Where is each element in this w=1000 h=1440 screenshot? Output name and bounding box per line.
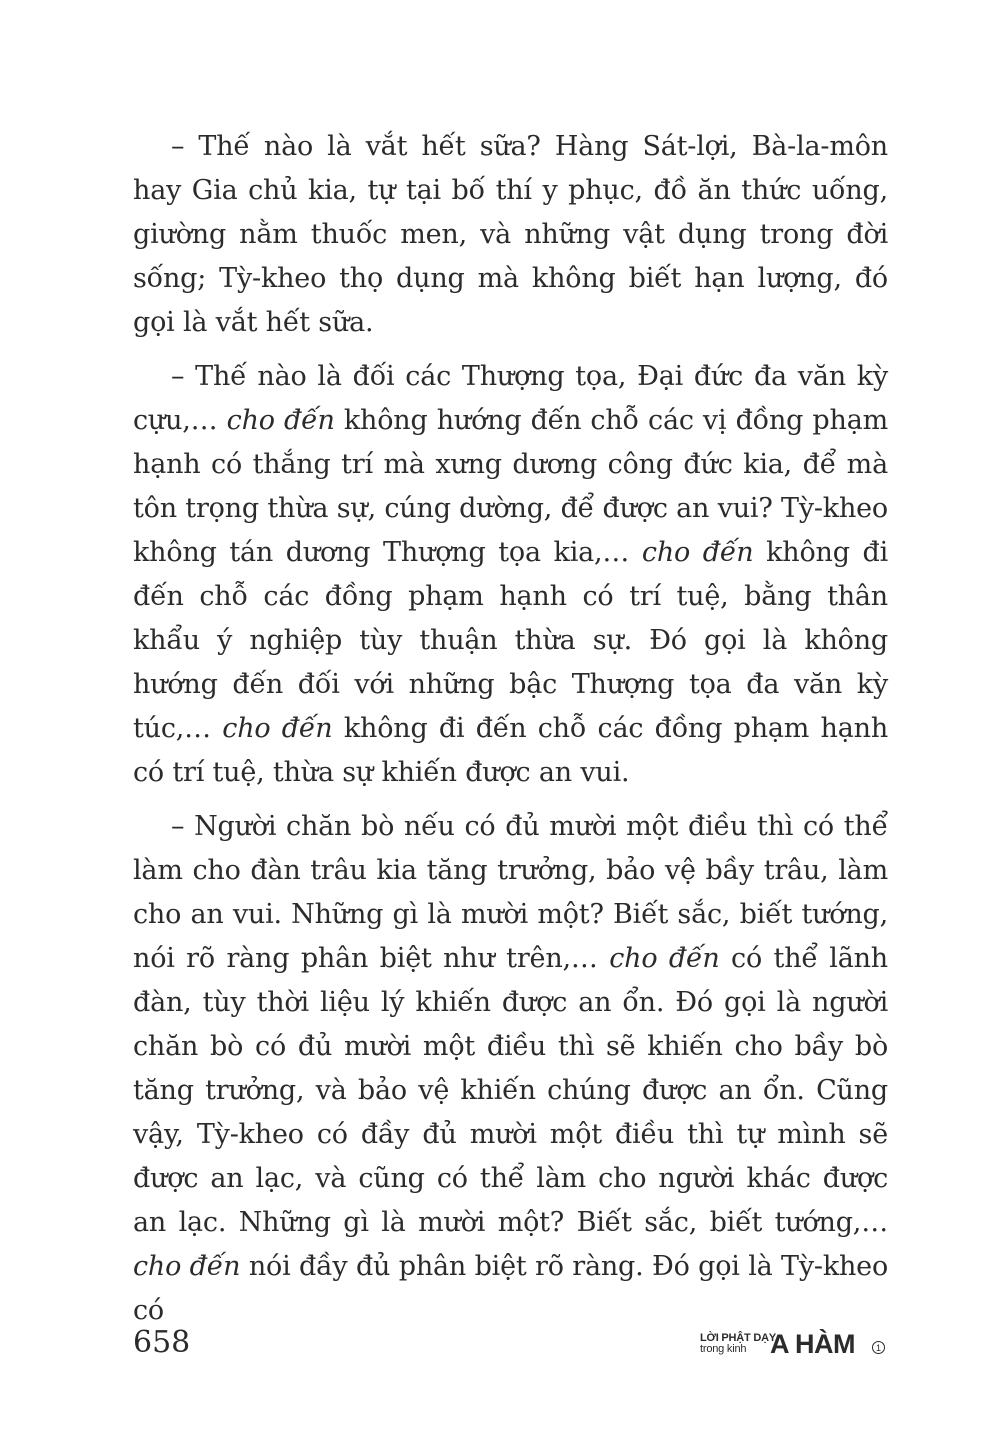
paragraph-3 bbox=[133, 805, 888, 1333]
italic-phrase: cho đến bbox=[609, 943, 720, 974]
text-segment: không hướng đến chỗ các vị đồng phạm hạnh có thắng trí mà xưng dương công đức kia, để mà tôn trọng thừa sự, cúng dường, để được an vui? Tỳ-kheo không tán dương Thượng tọa kia,… bbox=[133, 405, 888, 568]
italic-phrase: cho đến bbox=[226, 405, 335, 436]
paragraph-1 bbox=[133, 125, 888, 345]
text-segment: – Thế nào là đối các Thượng tọa, Đại đức đa văn kỳ cựu,… bbox=[133, 361, 888, 436]
text-segment: nói đầy đủ phân biệt rõ ràng. Đó gọi là Tỳ-kheo có bbox=[133, 1251, 888, 1326]
brand-title: A HÀM bbox=[770, 1329, 855, 1359]
paragraph-2 bbox=[133, 355, 888, 795]
brand-line-2: trong kinh bbox=[700, 1343, 747, 1355]
text-segment: – Thế nào là vắt hết sữa? Hàng Sát-lợi, Bà-la-môn hay Gia chủ kia, tự tại bố thí y phục, đồ ăn thức uống, giường nằm thuốc men, và những vật dụng trong đời sống; Tỳ-kheo thọ dụng mà không biết hạn lượng, đó gọi là vắt hết sữa. bbox=[133, 131, 888, 338]
text-segment: không đi đến chỗ các đồng phạm hạnh có trí tuệ, thừa sự khiến được an vui. bbox=[133, 713, 889, 788]
italic-phrase: cho đến bbox=[641, 537, 754, 568]
brand-line-1: LỜI PHẬT DẠY bbox=[700, 1332, 777, 1344]
page-number: 658 bbox=[133, 1325, 191, 1360]
text-segment: không đi đến chỗ các đồng phạm hạnh có trí tuệ, bằng thân khẩu ý nghiệp tùy thuận thừa sự. Đó gọi là không hướng đến đối với những bậc Thượng tọa đa văn kỳ túc,… bbox=[133, 537, 889, 744]
book-title-logo bbox=[700, 1327, 890, 1367]
italic-phrase: cho đến bbox=[222, 713, 333, 744]
body-text bbox=[133, 125, 888, 1343]
text-segment: – Người chăn bò nếu có đủ mười một điều thì có thể làm cho đàn trâu kia tăng trưởng, bảo vệ bầy trâu, làm cho an vui. Những gì là mười một? Biết sắc, biết tướng, nói rõ ràng phân biệt như trên,… bbox=[133, 811, 888, 974]
volume-badge: 1 bbox=[872, 1341, 885, 1354]
text-segment: có thể lãnh đàn, tùy thời liệu lý khiến được an ổn. Đó gọi là người chăn bò có đủ mười một điều thì sẽ khiến cho bầy bò tăng trưởng, và bảo vệ khiến chúng được an ổn. Cũng vậy, Tỳ-kheo có đầy đủ mười một điều thì tự mình sẽ được an lạc, và cũng có thể làm cho người khác được an lạc. Những gì là mười một? Biết sắc, biết tướng,… bbox=[133, 943, 888, 1238]
italic-phrase: cho đến bbox=[133, 1251, 241, 1282]
